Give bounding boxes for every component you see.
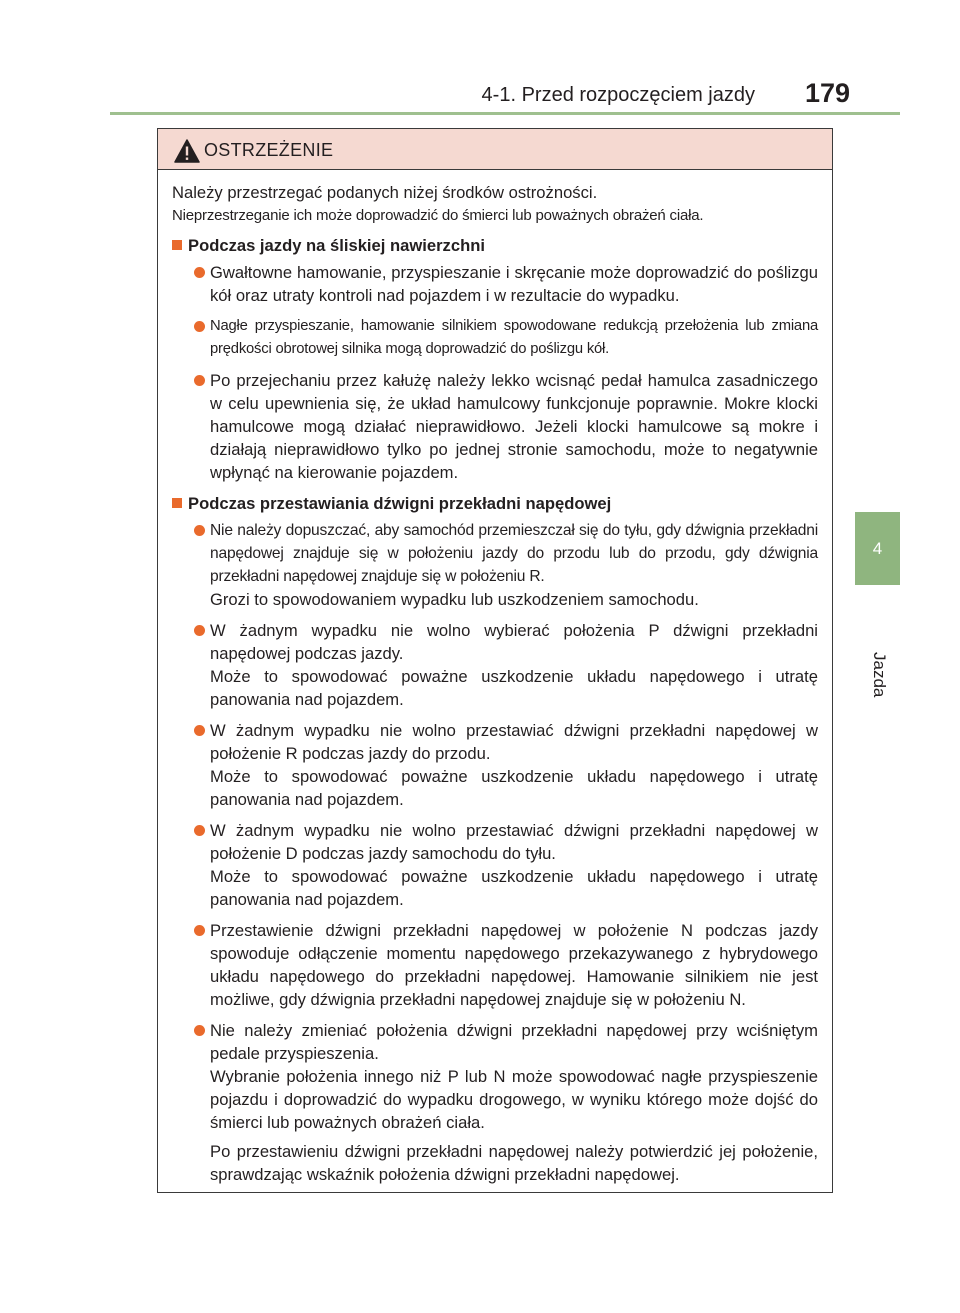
intro-line: Nieprzestrzeganie ich może doprowadzić do śmierci lub poważnych obrażeń ciała. bbox=[172, 207, 704, 224]
square-bullet-icon bbox=[172, 498, 182, 508]
chapter-number: 4 bbox=[872, 538, 883, 558]
intro-line: Należy przestrzegać podanych niżej środków ostrożności. bbox=[172, 183, 598, 202]
bullet-dot-icon bbox=[194, 825, 205, 836]
page-header bbox=[0, 0, 960, 118]
list-item: Przestawienie dźwigni przekładni napędowej w położenie N podczas jazdy spowoduje odłączenie momentu napędowego przekazywanego z hybrydowego układu napędowego do przekładni napędowej. Hamowanie silnikiem nie jest możliwe, gdy dźwignia przekładni napędowej znajduje się w położeniu N. bbox=[172, 919, 818, 1011]
note-paragraph: Po przestawieniu dźwigni przekładni napędowej należy potwierdzić jej położenie, sprawdzając wskaźnik położenia dźwigni przekładni napędowej. bbox=[210, 1142, 818, 1184]
warning-content bbox=[172, 181, 818, 1186]
bullet-dot-icon bbox=[194, 267, 205, 278]
bullet-dot-icon bbox=[194, 725, 205, 736]
square-bullet-icon bbox=[172, 240, 182, 250]
warning-header bbox=[158, 129, 832, 170]
list-item: Nie należy dopuszczać, aby samochód przemieszczał się do tyłu, gdy dźwignia przekładni napędowej znajduje się w położeniu jazdy do przodu lub do przodu, gdy dźwignia przekładni napędowej znajduje się w położeniu R. Grozi to spowodowaniem wypadku lub uszkodzeniem samochodu. bbox=[172, 519, 818, 611]
section-heading: Podczas jazdy na śliskiej nawierzchni bbox=[172, 234, 818, 257]
warning-intro bbox=[172, 181, 818, 227]
warning-triangle-icon bbox=[174, 139, 200, 163]
bullet-dot-icon bbox=[194, 525, 205, 536]
list-item: W żadnym wypadku nie wolno przestawiać dźwigni przekładni napędowej w położenie R podczas jazdy do przodu. Może to spowodować poważne uszkodzenie układu napędowego i utratę panowania nad pojazdem. bbox=[172, 719, 818, 811]
list-item: W żadnym wypadku nie wolno wybierać położenia P dźwigni przekładni napędowej podczas jazdy. Może to spowodować poważne uszkodzenie układu napędowego i utratę panowania nad pojazdem. bbox=[172, 619, 818, 711]
bullet-dot-icon bbox=[194, 375, 205, 386]
list-item: Nie należy zmieniać położenia dźwigni przekładni napędowej przy wciśniętym pedale przyspieszenia. Wybranie położenia innego niż P lub N może spowodować nagłe przyspieszenie pojazdu i doprowadzić do wypadku drogowego, w wyniku którego może dojść do śmierci lub poważnych obrażeń ciała. bbox=[172, 1019, 818, 1134]
section-title: 4-1. Przed rozpoczęciem jazdy bbox=[481, 84, 755, 106]
section-heading: Podczas przestawiania dźwigni przekładni napędowej bbox=[172, 492, 818, 515]
bullet-dot-icon bbox=[194, 321, 205, 332]
warning-box bbox=[157, 128, 833, 1193]
chapter-tab bbox=[855, 512, 900, 585]
bullet-dot-icon bbox=[194, 1025, 205, 1036]
warning-title: OSTRZEŻENIE bbox=[204, 140, 334, 160]
header-divider bbox=[110, 112, 900, 115]
list-item: Gwałtowne hamowanie, przyspieszanie i skręcanie może doprowadzić do poślizgu kół oraz utraty kontroli nad pojazdem i w rezultacie do wypadku. bbox=[172, 261, 818, 307]
chapter-label-text: Jazda bbox=[870, 652, 889, 698]
bullet-dot-icon bbox=[194, 625, 205, 636]
bullet-dot-icon bbox=[194, 925, 205, 936]
list-item: Po przejechaniu przez kałużę należy lekko wcisnąć pedał hamulca zasadniczego w celu upewnienia się, że układ hamulcowy funkcjonuje poprawnie. Mokre klocki hamulcowe mogą działać nieprawidłowo. Jeżeli klocki hamulcowe są mokre i działają nieprawidłowo tylko po jednej stronie samochodu, może to negatywnie wpłynąć na kierowanie pojazdem. bbox=[172, 369, 818, 484]
list-item: Nagłe przyspieszanie, hamowanie silnikiem spowodowane redukcją przełożenia lub zmiana prędkości obrotowej silnika mogą doprowadzić do poślizgu kół. bbox=[172, 315, 818, 361]
page-number: 179 bbox=[804, 78, 850, 108]
chapter-label bbox=[868, 600, 890, 698]
list-item: W żadnym wypadku nie wolno przestawiać dźwigni przekładni napędowej w położenie D podczas jazdy samochodu do tyłu. Może to spowodować poważne uszkodzenie układu napędowego i utratę panowania nad pojazdem. bbox=[172, 819, 818, 911]
